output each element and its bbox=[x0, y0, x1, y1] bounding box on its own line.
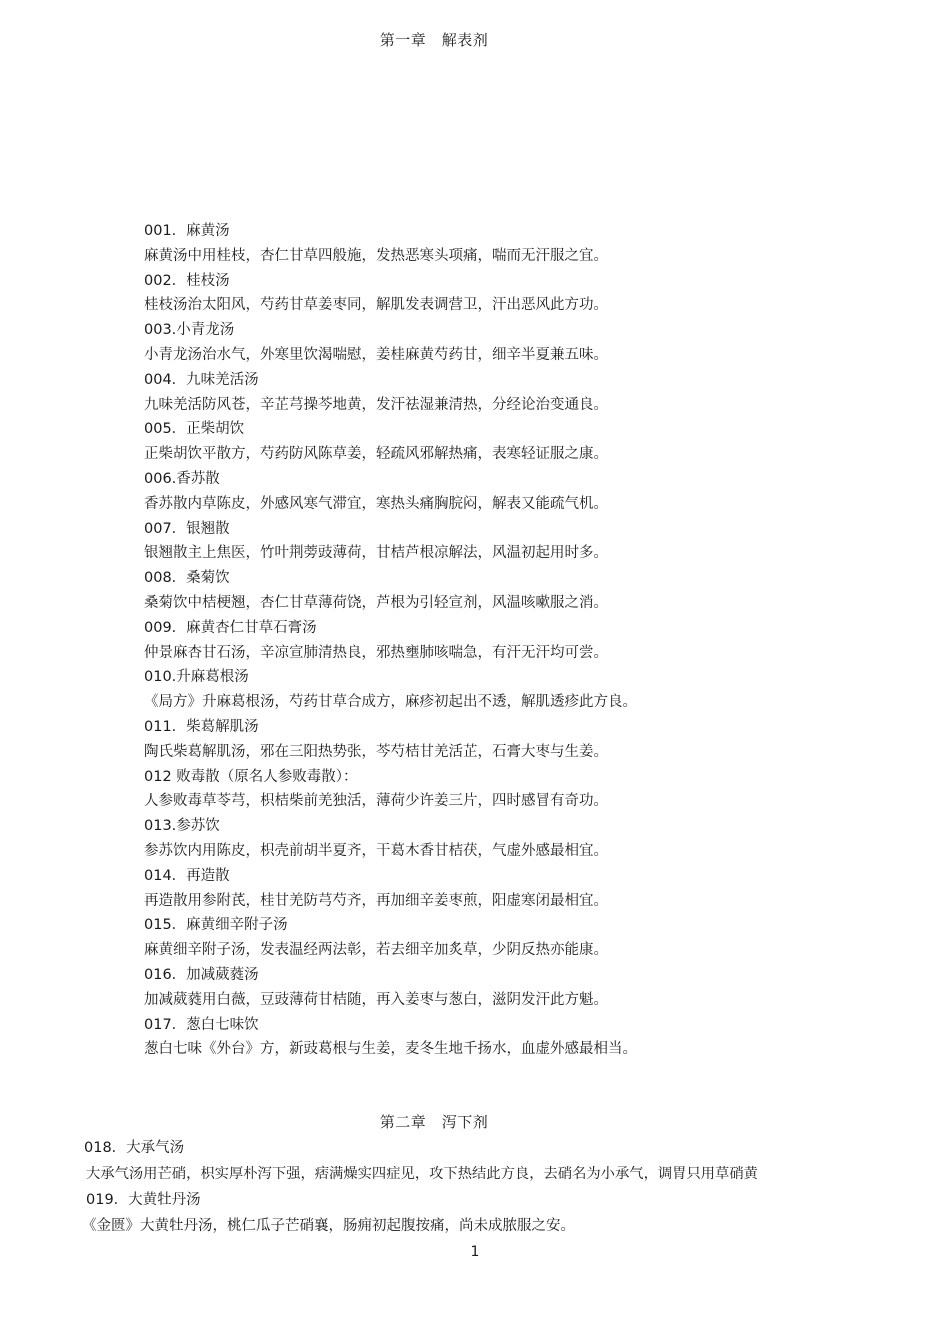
entry-title: 002．桂枝汤 bbox=[144, 272, 230, 289]
entry-verse: 香苏散内草陈皮，外感风寒气滞宜，寒热头痛胸脘闷，解表又能疏气机。 bbox=[144, 495, 608, 512]
entry-verse: 大承气汤用芒硝，枳实厚朴泻下强，痞满燥实四症见，攻下热结此方良，去硝名为小承气，调胃只用草硝黄 bbox=[86, 1166, 758, 1182]
entry-title: 015．麻黄细辛附子汤 bbox=[144, 917, 288, 934]
entry-verse: 九味羌活防风苍，辛芷芎操芩地黄，发汗祛湿兼清热，分经论治变通良。 bbox=[144, 396, 608, 413]
entry-title: 016．加减葳蕤汤 bbox=[144, 966, 259, 983]
entry-verse: 参苏饮内用陈皮，枳壳前胡半夏齐，干葛木香甘桔茯，气虚外感最相宜。 bbox=[144, 842, 608, 859]
entry-title: 007．银翘散 bbox=[144, 520, 230, 537]
entry-title: 012 败毒散（原名人参败毒散）： bbox=[144, 768, 358, 785]
entry-verse: 陶氏柴葛解肌汤，邪在三阳热势张，芩芍桔甘羌活芷，石膏大枣与生姜。 bbox=[144, 743, 608, 760]
entry-title: 019．大黄牡丹汤 bbox=[86, 1192, 201, 1208]
entry-verse: 小青龙汤治水气，外寒里饮渴喘慰，姜桂麻黄芍药甘，细辛半夏兼五味。 bbox=[144, 346, 608, 363]
entry-title: 004．九味羌活汤 bbox=[144, 371, 259, 388]
entry-verse: 《金匮》大黄牡丹汤，桃仁瓜子芒硝襄，肠痈初起腹按痛，尚未成脓服之安。 bbox=[82, 1218, 575, 1234]
entry-verse: 桂枝汤治太阳风，芍药甘草姜枣同，解肌发表调营卫，汗出恶风此方功。 bbox=[144, 297, 608, 314]
page-number: 1 bbox=[470, 1244, 480, 1260]
chapter-2-title: 第二章 泻下剂 bbox=[379, 1113, 489, 1131]
entry-verse: 人参败毒草苓芎，枳桔柴前羌独活，薄荷少许姜三片，四时感冒有奇功。 bbox=[144, 793, 608, 810]
entry-verse: 银翘散主上焦医，竹叶荆蒡豉薄荷，甘桔芦根凉解法，风温初起用时多。 bbox=[144, 545, 608, 562]
entry-title: 005．正柴胡饮 bbox=[144, 421, 245, 438]
entry-verse: 麻黄细辛附子汤，发表温经两法彰，若去细辛加炙草，少阴反热亦能康。 bbox=[144, 942, 608, 959]
chapter-2-body bbox=[82, 1135, 882, 1239]
entry-verse: 正柴胡饮平散方，芍药防风陈草姜，轻疏风邪解热痛，表寒轻证服之康。 bbox=[144, 446, 608, 463]
entry-title: 017．葱白七味饮 bbox=[144, 1016, 259, 1033]
entry-title: 003.小青龙汤 bbox=[144, 322, 235, 339]
entry-verse: 再造散用参附芪，桂甘羌防芎芍齐，再加细辛姜枣煎，阳虚寒闭最相宜。 bbox=[144, 892, 608, 909]
entry-title: 001．麻黄汤 bbox=[144, 223, 230, 239]
entry-title: 014．再造散 bbox=[144, 867, 230, 884]
entry-title: 008．桑菊饮 bbox=[144, 570, 230, 587]
chapter-1-title: 第一章 解表剂 bbox=[379, 31, 489, 49]
entry-title: 010.升麻葛根汤 bbox=[144, 669, 249, 686]
entry-title: 009．麻黄杏仁甘草石膏汤 bbox=[144, 619, 317, 636]
chapter-1-body bbox=[144, 219, 864, 1062]
entry-verse: 《局方》升麻葛根汤，芍药甘草合成方，麻疹初起出不透，解肌透疹此方良。 bbox=[144, 694, 637, 711]
entry-verse: 葱白七味《外台》方，新豉葛根与生姜，麦冬生地千扬水，血虚外感最相当。 bbox=[144, 1041, 637, 1058]
entry-title: 013.参苏饮 bbox=[144, 818, 220, 835]
entry-title: 018．大承气汤 bbox=[84, 1140, 185, 1156]
entry-verse: 桑菊饮中桔梗翘，杏仁甘草薄荷饶，芦根为引轻宣剂，风温咳嗽服之消。 bbox=[144, 594, 608, 611]
entry-title: 011．柴葛解肌汤 bbox=[144, 718, 259, 735]
entry-verse: 麻黄汤中用桂枝，杏仁甘草四般施，发热恶寒头项痛，喘而无汗服之宜。 bbox=[144, 247, 608, 264]
entry-verse: 仲景麻杏甘石汤，辛凉宣肺清热良，邪热壅肺咳喘急，有汗无汗均可尝。 bbox=[144, 644, 608, 661]
entry-verse: 加减葳蕤用白薇，豆豉薄荷甘桔随，再入姜枣与葱白，滋阴发汗此方魁。 bbox=[144, 991, 608, 1008]
entry-title: 006.香苏散 bbox=[144, 470, 220, 487]
